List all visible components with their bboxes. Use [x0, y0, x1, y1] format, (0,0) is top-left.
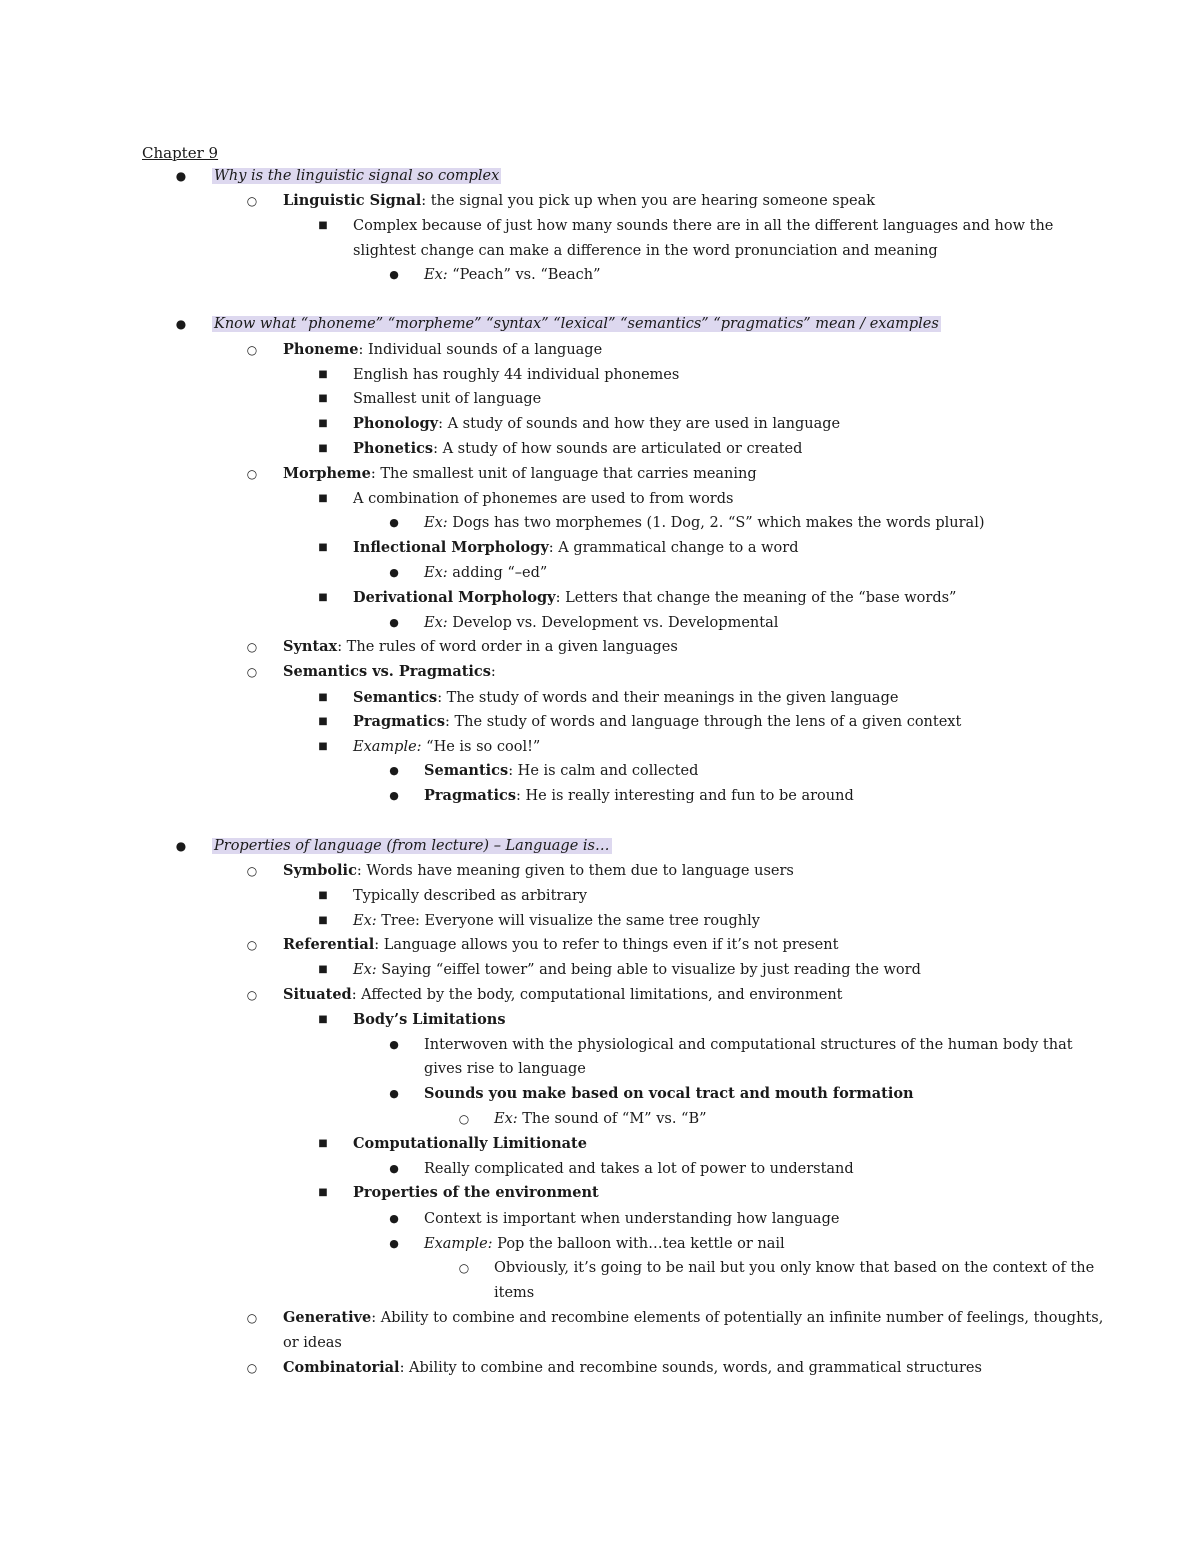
outline-item-text: [494, 1259, 1094, 1277]
outline-item-level-4: [389, 266, 601, 284]
bullet-icon: ○: [458, 1261, 470, 1275]
bullet-icon: ○: [246, 640, 258, 654]
outline-item-text: [283, 862, 794, 880]
italic-label: Ex:: [424, 267, 448, 283]
italic-label: Example:: [353, 739, 422, 755]
outline-item-text: [353, 961, 921, 979]
outline-item-text: [353, 1135, 587, 1153]
term: Derivational Morphology: [353, 589, 556, 606]
text-run: “He is so cool!”: [421, 739, 541, 755]
text-run: : Ability to combine and recombine sounds, words, and grammatical structures: [399, 1360, 982, 1376]
term: Referential: [283, 936, 375, 953]
bullet-icon: ■: [318, 716, 328, 727]
bullet-icon: ■: [318, 542, 328, 553]
text-run: : A study of how sounds are articulated or created: [433, 441, 803, 457]
term: Semantics: [353, 689, 438, 706]
outline-item-level-6: [458, 1259, 1095, 1277]
bullet-icon: ■: [318, 890, 328, 901]
bullet-icon: ○: [246, 988, 258, 1002]
outline-item-text: [283, 465, 757, 483]
italic-label: Ex:: [353, 913, 377, 929]
outline-item-text: [424, 762, 698, 780]
term: Pragmatics: [424, 787, 517, 804]
outline-item-level-3: [318, 589, 957, 607]
outline-item-level-3: [318, 738, 541, 756]
italic-label: Ex:: [424, 565, 448, 581]
term: Morpheme: [283, 465, 371, 482]
text-run: Saying “eiffel tower” and being able to visualize by just reading the word: [376, 962, 921, 978]
bullet-icon: ■: [318, 964, 328, 975]
outline-item-text: [353, 1184, 599, 1202]
bullet-icon: ●: [389, 616, 399, 629]
bullet-icon: ○: [246, 938, 258, 952]
term: Inflectional Morphology: [353, 539, 549, 556]
term: Linguistic Signal: [283, 192, 422, 209]
bullet-icon: ○: [246, 1361, 258, 1375]
term: Situated: [283, 986, 352, 1003]
outline-item-text: [353, 689, 898, 707]
outline-item-text: [353, 415, 840, 433]
text-run: : Letters that change the meaning of the “base words”: [555, 590, 957, 606]
outline-item-text: [353, 589, 956, 607]
outline-item-text: [283, 192, 875, 210]
term: Semantics: [424, 762, 509, 779]
bullet-icon: ○: [246, 1311, 258, 1325]
text-run: “Peach” vs. “Beach”: [447, 267, 601, 283]
term: Sounds you make based on vocal tract and mouth formation: [424, 1085, 914, 1102]
bullet-icon: ●: [175, 839, 187, 853]
text-run: Tree: Everyone will visualize the same tree roughly: [376, 913, 760, 929]
bullet-icon: ■: [318, 493, 328, 504]
outline-item-text: [424, 514, 984, 532]
text-run: English has roughly 44 individual phonemes: [353, 367, 680, 383]
outline-item-text: [283, 638, 678, 656]
outline-item-level-2: [246, 638, 678, 656]
bullet-icon: ■: [318, 369, 328, 380]
bullet-icon: ■: [318, 443, 328, 454]
outline-item-text: [353, 738, 540, 756]
outline-item-text: [283, 1334, 342, 1352]
outline-item-level-3: [318, 539, 799, 557]
outline-item-text: [424, 564, 547, 582]
bullet-icon: ■: [318, 915, 328, 926]
outline-item-level-3: [318, 912, 760, 930]
text-run: : the signal you pick up when you are hearing someone speak: [421, 193, 875, 209]
text-run: Smallest unit of language: [353, 391, 542, 407]
text-run: Develop vs. Development vs. Developmental: [447, 615, 779, 631]
highlighted-heading: Know what “phoneme” “morpheme” “syntax” “lexical” “semantics” “pragmatics” mean / examples: [214, 316, 939, 332]
outline-item-level-3: [318, 490, 734, 508]
text-run: The sound of “M” vs. “B”: [517, 1111, 707, 1127]
bullet-icon: ●: [389, 764, 399, 777]
bullet-icon: ■: [318, 592, 328, 603]
outline-item-text: [212, 167, 501, 185]
text-run: or ideas: [283, 1335, 342, 1351]
outline-item-level-3: [318, 1135, 587, 1153]
bullet-icon: ●: [389, 268, 399, 281]
bullet-icon: ○: [246, 343, 258, 357]
outline-item-text: [353, 713, 961, 731]
outline-item-text: [424, 266, 601, 284]
outline-item-text: [353, 1011, 506, 1029]
outline-item-level-3: [318, 217, 1054, 235]
outline-item-level-2: [246, 1359, 982, 1377]
bullet-icon: ■: [318, 1187, 328, 1198]
outline-item-text: [353, 912, 760, 930]
term: Generative: [283, 1309, 372, 1326]
text-run: : The study of words and their meanings in the given language: [437, 690, 899, 706]
bullet-icon: ■: [318, 692, 328, 703]
bullet-icon: ●: [175, 317, 187, 331]
text-run: gives rise to language: [424, 1061, 586, 1077]
outline-item-level-3: [318, 1184, 599, 1202]
italic-label: Ex:: [424, 615, 448, 631]
highlighted-heading: Properties of language (from lecture) – Language is…: [214, 838, 610, 854]
outline-item-level-4: [389, 514, 985, 532]
outline-item-level-4: [424, 1060, 586, 1078]
outline-item-level-3: [353, 242, 938, 260]
text-run: A combination of phonemes are used to from words: [353, 491, 734, 507]
text-run: :: [490, 664, 496, 680]
outline-item-level-2: [246, 986, 843, 1004]
outline-item-text: [424, 787, 854, 805]
outline-item-level-6: [494, 1284, 534, 1302]
outline-item-text: [424, 1160, 854, 1178]
bullet-icon: ■: [318, 741, 328, 752]
term: Phoneme: [283, 341, 359, 358]
term: Pragmatics: [353, 713, 446, 730]
text-run: : Ability to combine and recombine elements of potentially an infinite number of feelings, thoughts,: [371, 1310, 1104, 1326]
outline-item-text: [424, 1235, 785, 1253]
outline-item-text: [212, 837, 612, 855]
text-run: : Language allows you to refer to things even if it’s not present: [374, 937, 839, 953]
outline-item-text: [424, 1210, 839, 1228]
text-run: : The study of words and language through the lens of a given context: [445, 714, 962, 730]
outline-item-text: [283, 936, 838, 954]
outline-item-level-3: [318, 366, 680, 384]
outline-item-text: [283, 1359, 982, 1377]
bullet-icon: ○: [246, 467, 258, 481]
outline-item-level-3: [318, 961, 921, 979]
outline-item-text: [494, 1284, 534, 1302]
outline-item-level-4: [389, 1085, 914, 1103]
text-run: : Words have meaning given to them due to language users: [356, 863, 794, 879]
text-run: Complex because of just how many sounds there are in all the different languages and how the: [353, 218, 1054, 234]
highlighted-heading: Why is the linguistic signal so complex: [214, 168, 500, 184]
outline-item-level-3: [318, 1011, 506, 1029]
term: Syntax: [283, 638, 338, 655]
outline-item-text: [353, 217, 1053, 235]
outline-item-text: [424, 1036, 1073, 1054]
text-run: : Individual sounds of a language: [358, 342, 603, 358]
outline-item-level-4: [389, 564, 548, 582]
outline-item-level-3: [318, 440, 803, 458]
outline-item-text: [283, 341, 602, 359]
text-run: Interwoven with the physiological and computational structures of the human body that: [424, 1037, 1073, 1053]
outline-item-text: [353, 490, 733, 508]
bullet-icon: ○: [246, 864, 258, 878]
text-run: Obviously, it’s going to be nail but you only know that based on the context of the: [494, 1260, 1095, 1276]
text-run: slightest change can make a difference in the word pronunciation and meaning: [353, 243, 938, 259]
bullet-icon: ●: [389, 1237, 399, 1250]
term: Combinatorial: [283, 1359, 400, 1376]
term: Semantics vs. Pragmatics: [283, 663, 491, 680]
bullet-icon: ●: [175, 169, 187, 183]
bullet-icon: ●: [389, 1212, 399, 1225]
bullet-icon: ●: [389, 789, 399, 802]
outline-item-level-1: [175, 167, 501, 185]
italic-label: Example:: [424, 1236, 493, 1252]
bullet-icon: ●: [389, 1038, 399, 1051]
bullet-icon: ○: [458, 1112, 470, 1126]
outline-item-level-4: [389, 1210, 840, 1228]
outline-item-level-2: [246, 862, 794, 880]
text-run: Typically described as arbitrary: [353, 888, 588, 904]
text-run: items: [494, 1285, 535, 1301]
bullet-icon: ●: [389, 1162, 399, 1175]
outline-item-text: [353, 366, 679, 384]
outline-item-level-4: [389, 614, 779, 632]
outline-item-level-1: [175, 837, 612, 855]
text-run: Pop the balloon with…tea kettle or nail: [492, 1236, 785, 1252]
outline-item-text: [353, 440, 802, 458]
bullet-icon: ●: [389, 516, 399, 529]
bullet-icon: ●: [389, 566, 399, 579]
bullet-icon: ○: [246, 194, 258, 208]
term: Body’s Limitations: [353, 1011, 506, 1028]
outline-item-text: [283, 1309, 1103, 1327]
outline-item-level-2: [246, 192, 875, 210]
outline-item-text: [424, 1060, 586, 1078]
term: Computationally Limitionate: [353, 1135, 587, 1152]
bullet-icon: ●: [389, 1087, 399, 1100]
chapter-title: Chapter 9: [142, 144, 219, 162]
bullet-icon: ○: [246, 665, 258, 679]
text-run: Dogs has two morphemes (1. Dog, 2. “S” which makes the words plural): [447, 515, 985, 531]
outline-item-level-3: [318, 689, 899, 707]
outline-item-level-3: [318, 713, 962, 731]
outline-item-level-1: [175, 315, 941, 333]
outline-item-level-4: [389, 762, 699, 780]
italic-label: Ex:: [494, 1111, 518, 1127]
italic-label: Ex:: [353, 962, 377, 978]
term: Phonology: [353, 415, 439, 432]
text-run: : He is calm and collected: [508, 763, 699, 779]
outline-item-level-2: [246, 341, 603, 359]
bullet-icon: ■: [318, 393, 328, 404]
outline-item-level-2: [246, 1309, 1104, 1327]
text-run: : The smallest unit of language that carries meaning: [370, 466, 757, 482]
outline-item-text: [353, 242, 938, 260]
text-run: Really complicated and takes a lot of power to understand: [424, 1161, 854, 1177]
outline-item-text: [283, 986, 842, 1004]
outline-item-level-5: [458, 1110, 707, 1128]
text-run: adding “–ed”: [447, 565, 548, 581]
text-run: : A study of sounds and how they are used in language: [438, 416, 841, 432]
term: Properties of the environment: [353, 1184, 599, 1201]
outline-item-level-3: [318, 887, 588, 905]
outline-item-level-4: [389, 1160, 854, 1178]
text-run: Context is important when understanding how language: [424, 1211, 840, 1227]
outline-item-text: [283, 663, 496, 681]
italic-label: Ex:: [424, 515, 448, 531]
bullet-icon: ■: [318, 418, 328, 429]
outline-item-level-2: [246, 936, 839, 954]
term: Phonetics: [353, 440, 434, 457]
bullet-icon: ■: [318, 1138, 328, 1149]
outline-item-text: [424, 614, 778, 632]
outline-item-text: [353, 539, 799, 557]
term: Symbolic: [283, 862, 357, 879]
outline-item-level-3: [318, 415, 841, 433]
text-run: : Affected by the body, computational limitations, and environment: [351, 987, 843, 1003]
bullet-icon: ■: [318, 1014, 328, 1025]
text-run: : The rules of word order in a given languages: [337, 639, 678, 655]
outline-item-text: [424, 1085, 914, 1103]
outline-item-level-4: [389, 1235, 785, 1253]
text-run: : A grammatical change to a word: [548, 540, 799, 556]
outline-item-level-3: [318, 390, 542, 408]
outline-item-text: [353, 887, 587, 905]
bullet-icon: ■: [318, 220, 328, 231]
text-run: : He is really interesting and fun to be around: [516, 788, 854, 804]
outline-item-level-4: [389, 787, 854, 805]
outline-item-level-4: [389, 1036, 1073, 1054]
outline-item-level-2: [246, 465, 757, 483]
outline-item-level-2: [283, 1334, 342, 1352]
outline-item-text: [353, 390, 541, 408]
outline-item-level-2: [246, 663, 496, 681]
outline-item-text: [494, 1110, 707, 1128]
outline-item-text: [212, 315, 941, 333]
